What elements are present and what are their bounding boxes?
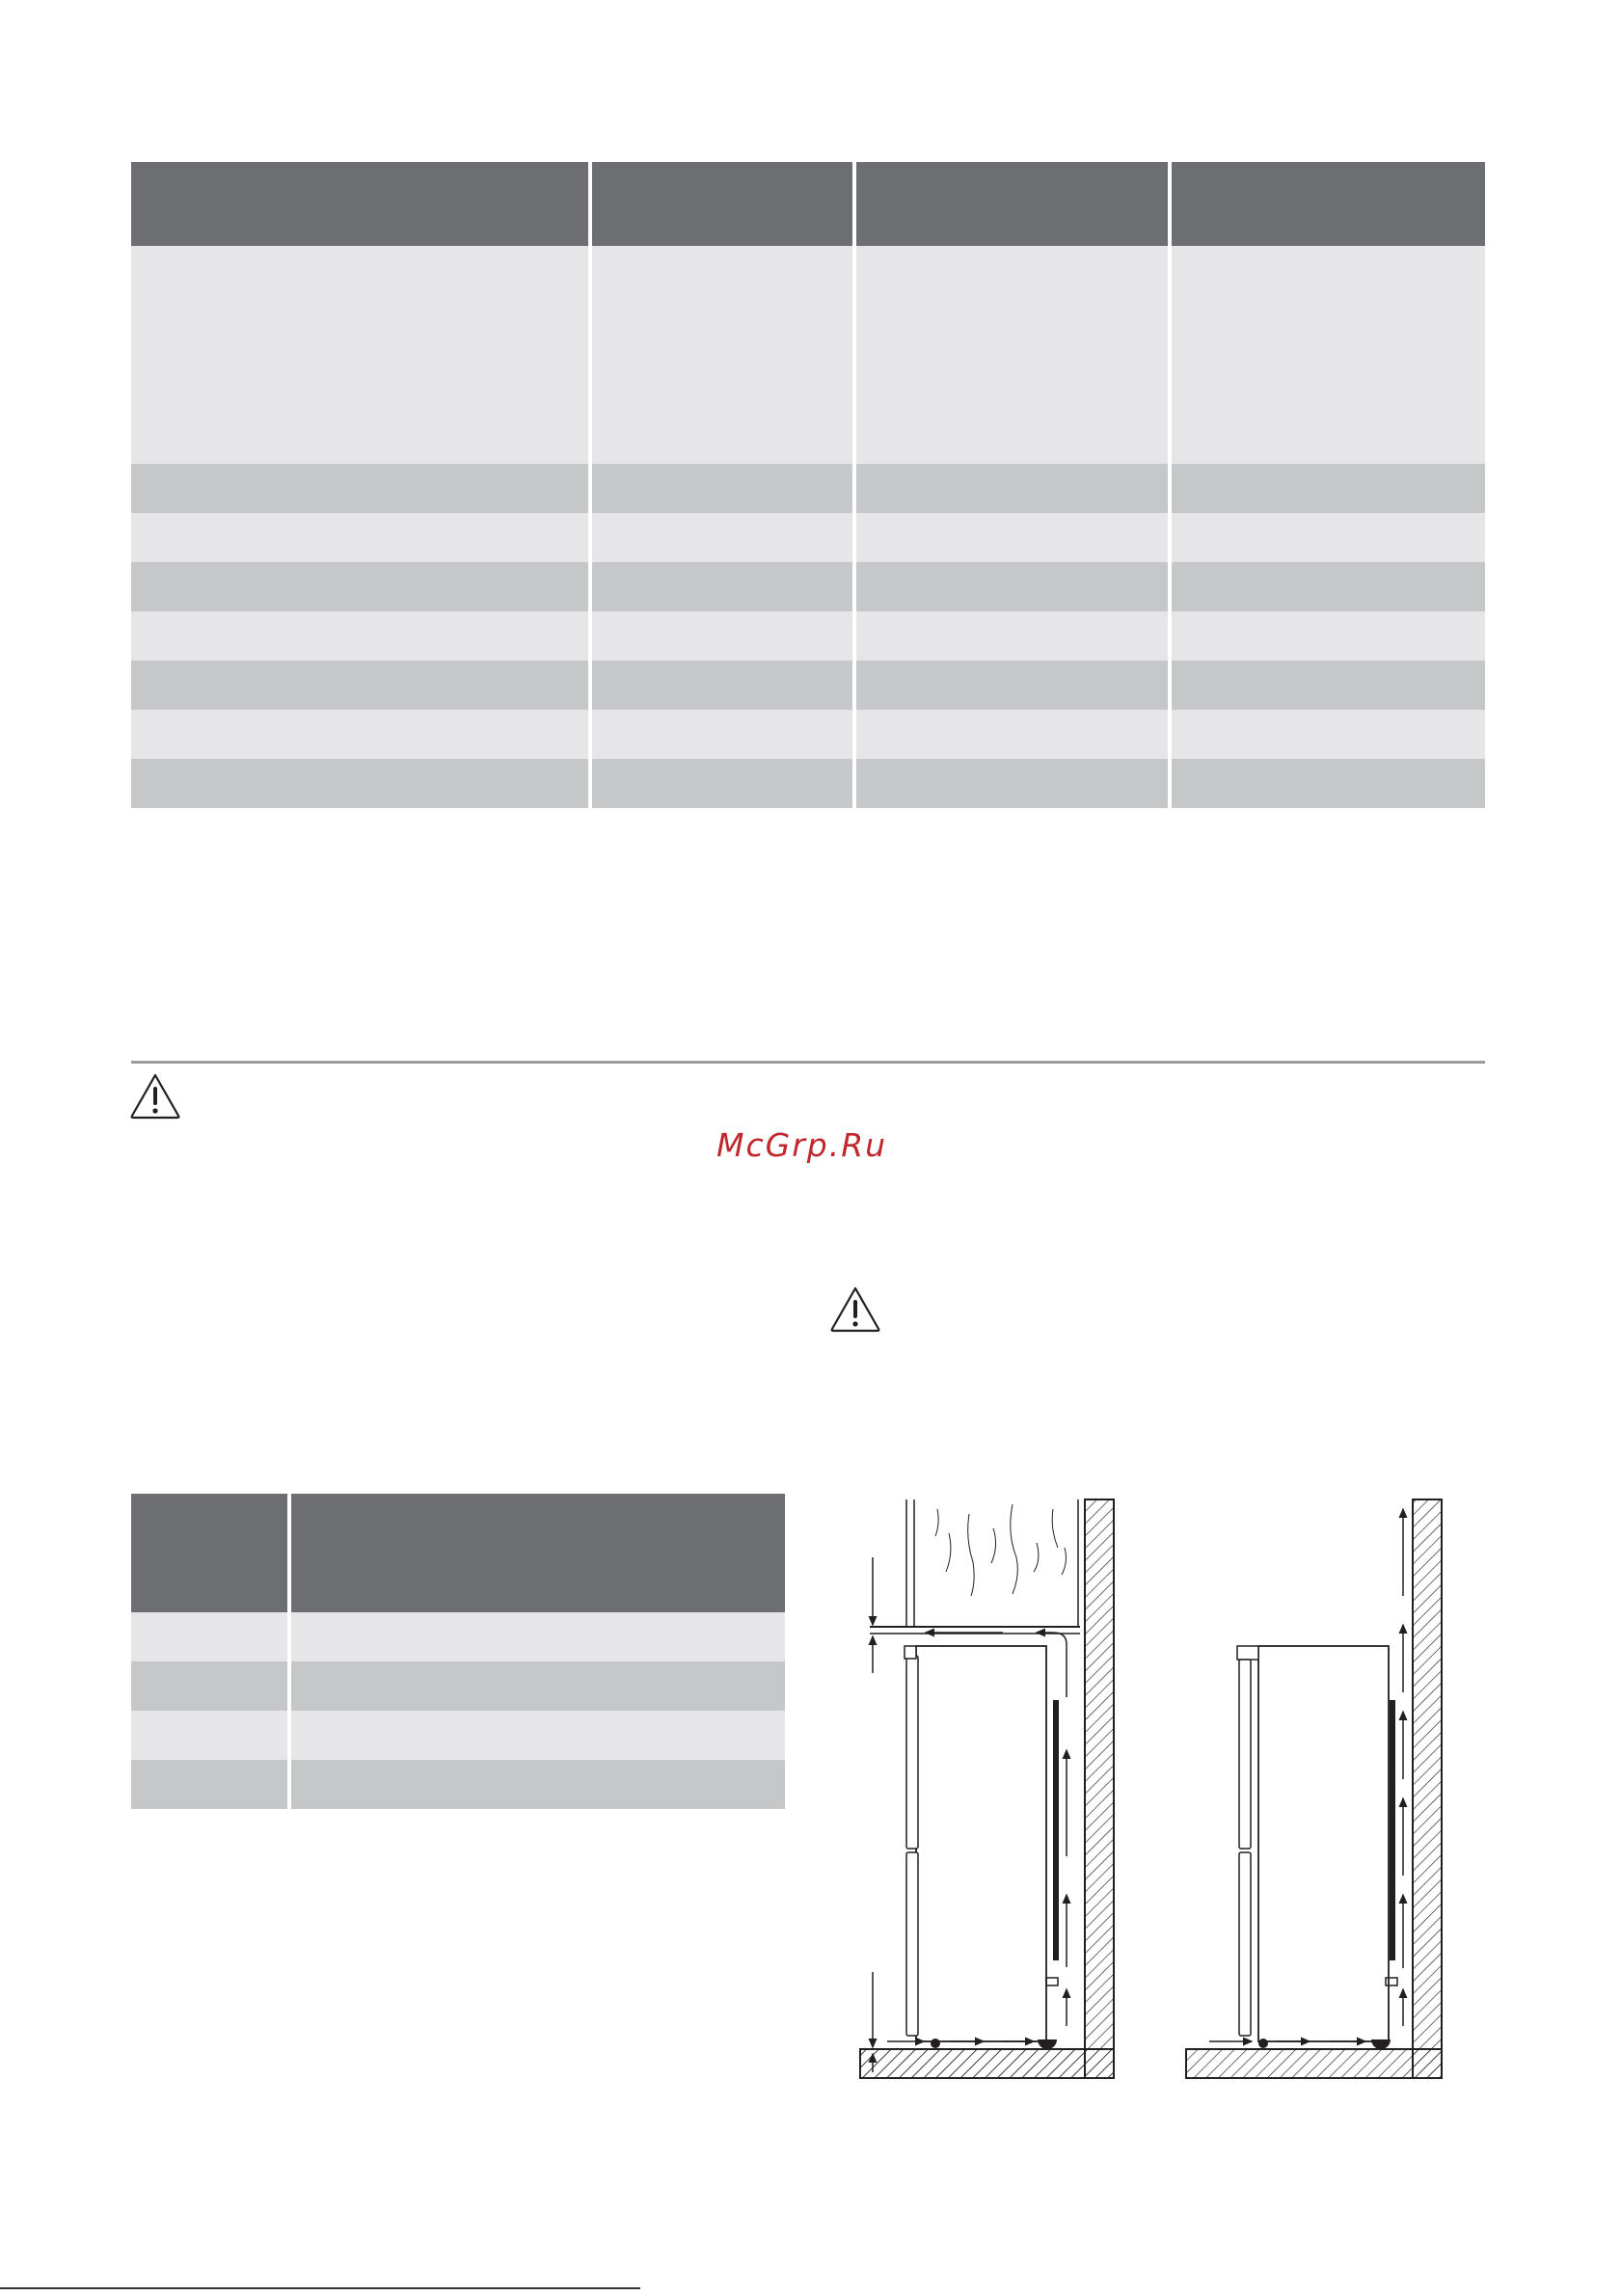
top-table-header-cell xyxy=(592,162,852,246)
top-table-cell xyxy=(592,759,852,808)
top-table-cell xyxy=(131,661,588,710)
diagram-left-recessed xyxy=(860,1499,1114,2078)
top-table-cell xyxy=(1172,710,1485,759)
small-table-cell xyxy=(291,1760,785,1809)
top-table-cell xyxy=(131,562,588,611)
small-table-cell xyxy=(131,1661,287,1711)
top-table-cell xyxy=(131,611,588,661)
top-table-cell xyxy=(1172,759,1485,808)
small-table-cell xyxy=(291,1661,785,1711)
small-table-cell xyxy=(131,1612,287,1661)
top-table-cell xyxy=(592,464,852,513)
top-table-cell xyxy=(856,611,1168,661)
small-table-cell xyxy=(131,1760,287,1809)
top-table-header-cell xyxy=(1172,162,1485,246)
small-table-cell xyxy=(291,1612,785,1661)
top-table-header-cell xyxy=(856,162,1168,246)
top-table-cell xyxy=(592,661,852,710)
ventilation-diagram xyxy=(849,1490,1466,2102)
top-table-cell xyxy=(856,759,1168,808)
top-table-cell xyxy=(131,513,588,562)
top-table-cell xyxy=(592,513,852,562)
warning-triangle-icon xyxy=(829,1285,881,1334)
watermark-text: McGrp.Ru xyxy=(716,1126,888,1164)
top-table-cell xyxy=(856,710,1168,759)
top-table-cell xyxy=(856,246,1168,464)
top-table-cell xyxy=(856,562,1168,611)
top-table-cell xyxy=(131,759,588,808)
small-table-header-cell xyxy=(131,1494,287,1612)
top-table-cell xyxy=(856,513,1168,562)
top-table-cell xyxy=(131,710,588,759)
top-table-cell xyxy=(592,611,852,661)
top-table-header-cell xyxy=(131,162,588,246)
top-table-cell xyxy=(1172,661,1485,710)
diagram-right-freestanding xyxy=(1186,1499,1442,2078)
top-table-cell xyxy=(856,464,1168,513)
top-table-cell xyxy=(1172,246,1485,464)
warning-triangle-icon xyxy=(129,1072,181,1121)
footer-rule xyxy=(0,2287,640,2289)
top-table-cell xyxy=(856,661,1168,710)
top-table-cell xyxy=(592,710,852,759)
top-table-cell xyxy=(131,246,588,464)
section-divider xyxy=(131,1061,1485,1064)
top-table-cell xyxy=(1172,513,1485,562)
top-table-cell xyxy=(1172,464,1485,513)
top-table-cell xyxy=(1172,562,1485,611)
top-table-cell xyxy=(592,246,852,464)
small-table-header-cell xyxy=(291,1494,785,1612)
small-table-cell xyxy=(131,1711,287,1760)
small-table-cell xyxy=(291,1711,785,1760)
top-table-cell xyxy=(1172,611,1485,661)
top-table-cell xyxy=(131,464,588,513)
top-table-cell xyxy=(592,562,852,611)
